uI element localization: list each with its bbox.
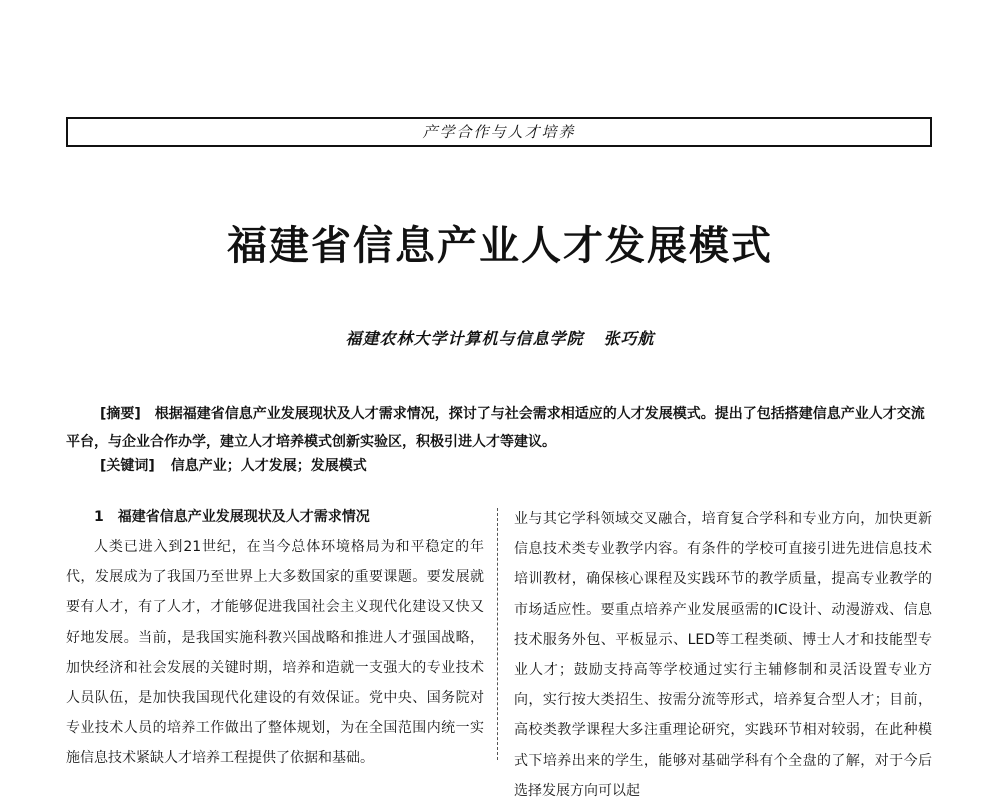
- column-divider: [497, 508, 498, 760]
- abstract-label: [摘要]: [100, 406, 141, 422]
- author-line: [0, 326, 1000, 349]
- keywords-text: 信息产业；人才发展；发展模式: [170, 458, 367, 474]
- body-left-column: [66, 504, 484, 774]
- section-1-heading: 1 福建省信息产业发展现状及人才需求情况: [94, 509, 370, 525]
- keywords-label: [关键词]: [100, 458, 155, 474]
- right-paragraph: 业与其它学科领域交叉融合，培育复合学科和专业方向，加快更新信息技术类专业教学内容。有条件的学校可直接引进先进信息技术培训教材，确保核心课程及实践环节的教学质量，提高专业教学的市场适应性。要重点培养产业发展亟需的IC设计、动漫游戏、信息技术服务外包、平板显示、LED等工程类硕、博士人才和技能型专业人才；鼓励支持高等学校通过实行主辅修制和灵活设置专业方向，实行按大类招生、按需分流等形式，培养复合型人才；目前，高校类教学课程大多注重理论研究，实践环节相对较弱，在此种模式下培养出来的学生，能够对基础学科有个全盘的了解，对于今后选择发展方向可以起: [514, 511, 932, 799]
- section-label: 产学合作与人才培养: [422, 123, 576, 141]
- body-right-column: [514, 504, 932, 806]
- author-name: 张巧航: [603, 329, 655, 348]
- article-title: 福建省信息产业人才发展模式: [227, 222, 773, 269]
- left-paragraph: 人类已进入到21世纪，在当今总体环境格局为和平稳定的年代，发展成为了我国乃至世界上大多数国家的重要课题。要发展就要有人才，有了人才，才能够促进我国社会主义现代化建设又快又好地发展。当前，是我国实施科教兴国战略和推进人才强国战略，加快经济和社会发展的关键时期，培养和造就一支强大的专业技术人员队伍，是加快我国现代化建设的有效保证。党中央、国务院对专业技术人员的培养工作做出了整体规划，为在全国范围内统一实施信息技术紧缺人才培养工程提供了依据和基础。: [66, 539, 484, 767]
- keywords: [100, 454, 930, 478]
- abstract: [66, 400, 932, 456]
- abstract-text: 根据福建省信息产业发展现状及人才需求情况，探讨了与社会需求相适应的人才发展模式。提出了包括搭建信息产业人才交流平台，与企业合作办学，建立人才培养模式创新实验区，积极引进人才等建议。: [66, 406, 925, 450]
- author-affiliation: 福建农林大学计算机与信息学院: [345, 329, 584, 348]
- section-header-box: [66, 117, 932, 147]
